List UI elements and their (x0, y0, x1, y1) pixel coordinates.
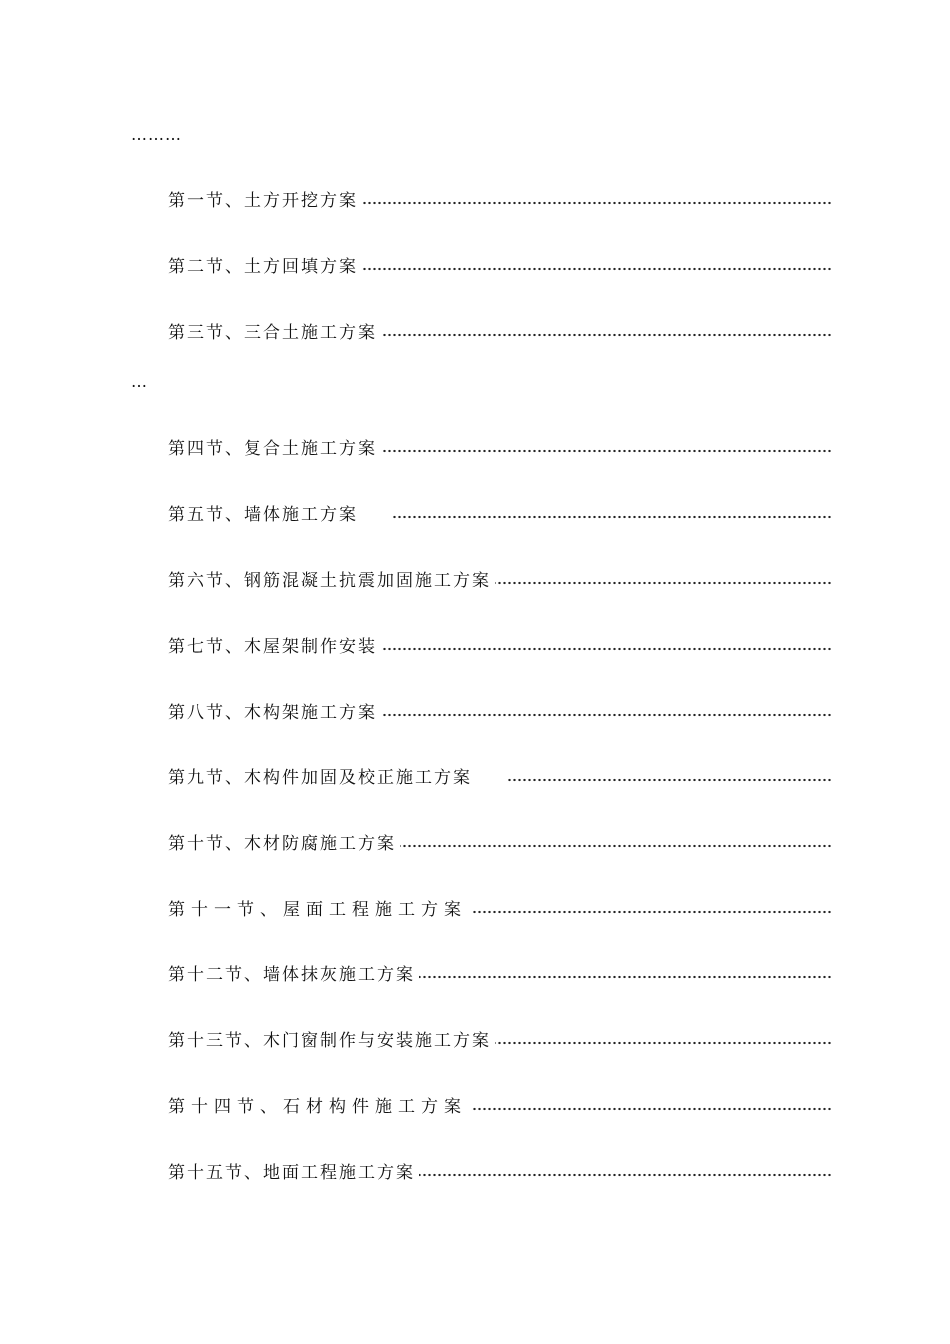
toc-entry-9[interactable] (168, 767, 832, 789)
toc-entry-label: 第十四节、石材构件施工方案 (168, 1097, 467, 1117)
toc-entry-label: 第一节、土方开挖方案 (168, 191, 358, 211)
toc-dot-leader (362, 200, 832, 206)
toc-entry-10[interactable] (168, 833, 832, 855)
toc-entry-6[interactable] (168, 570, 832, 592)
toc-dot-leader (471, 909, 832, 915)
toc-dot-leader (362, 266, 832, 272)
toc-leader-overflow: ……… (131, 125, 182, 144)
toc-entry-label: 第十二节、墙体抹灰施工方案 (168, 965, 415, 985)
toc-entry-14[interactable] (168, 1096, 832, 1118)
toc-dot-leader (506, 777, 832, 783)
toc-entry-7[interactable] (168, 636, 832, 658)
toc-dot-leader (381, 646, 832, 652)
toc-entry-label: 第十节、木材防腐施工方案 (168, 834, 396, 854)
toc-entry-4[interactable] (168, 438, 832, 460)
toc-dot-leader (381, 712, 832, 718)
toc-entry-label: 第十一节、屋面工程施工方案 (168, 900, 467, 920)
toc-entry-label: 第三节、三合土施工方案 (168, 323, 377, 343)
toc-entry-12[interactable] (168, 964, 832, 986)
toc-entry-label: 第四节、复合土施工方案 (168, 439, 377, 459)
toc-entry-label: 第二节、土方回填方案 (168, 257, 358, 277)
toc-entry-2[interactable] (168, 256, 832, 278)
toc-entry-label: 第六节、钢筋混凝土抗震加固施工方案 (168, 571, 491, 591)
toc-entry-13[interactable] (168, 1030, 832, 1052)
toc-entry-11[interactable] (168, 899, 832, 921)
toc-entry-label: 第八节、木构架施工方案 (168, 703, 377, 723)
toc-entry-label: 第十三节、木门窗制作与安装施工方案 (168, 1031, 491, 1051)
toc-entry-3[interactable] (168, 322, 832, 344)
toc-entry-5[interactable] (168, 504, 832, 526)
toc-dot-leader (381, 332, 832, 338)
toc-entry-label: 第五节、墙体施工方案 (168, 505, 358, 525)
toc-dot-leader (381, 448, 832, 454)
toc-dot-leader (495, 1040, 832, 1046)
toc-dot-leader (419, 1172, 832, 1178)
toc-dot-leader (419, 974, 832, 980)
toc-dot-leader (471, 1106, 832, 1112)
toc-dot-leader (400, 843, 832, 849)
toc-leader-overflow: … (131, 372, 148, 391)
toc-dot-leader (495, 580, 832, 586)
toc-entry-8[interactable] (168, 702, 832, 724)
toc-entry-15[interactable] (168, 1162, 832, 1184)
toc-entry-1[interactable] (168, 190, 832, 212)
toc-entry-label: 第九节、木构件加固及校正施工方案 (168, 768, 472, 788)
toc-entry-label: 第七节、木屋架制作安装 (168, 637, 377, 657)
toc-dot-leader (392, 514, 832, 520)
toc-entry-label: 第十五节、地面工程施工方案 (168, 1163, 415, 1183)
